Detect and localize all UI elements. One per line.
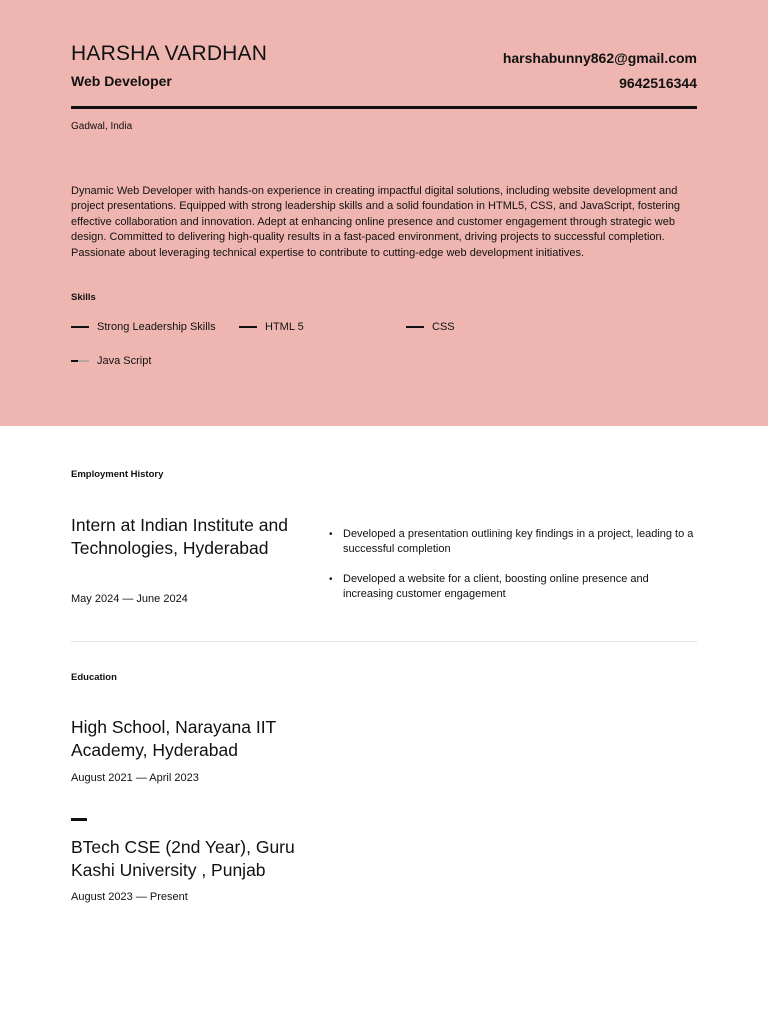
- education-dates: August 2021 — April 2023: [71, 772, 199, 784]
- education-dates: August 2023 — Present: [71, 891, 188, 903]
- education-title: BTech CSE (2nd Year), Guru Kashi University , Punjab: [71, 837, 295, 880]
- header-panel: [0, 0, 768, 426]
- entry-separator: [71, 818, 87, 821]
- job-achievements: [329, 527, 697, 617]
- location: Gadwal, India: [71, 121, 133, 132]
- candidate-name: HARSHA VARDHAN: [71, 42, 268, 65]
- skills-heading: Skills: [71, 292, 96, 303]
- skill-level-bar: [71, 326, 89, 328]
- job-role: Web Developer: [71, 73, 172, 89]
- skill-label: CSS: [432, 321, 455, 333]
- phone-number[interactable]: 9642516344: [619, 75, 697, 91]
- skill-label: HTML 5: [265, 321, 304, 333]
- skill-item: [71, 354, 231, 368]
- skill-item: [71, 320, 231, 334]
- achievement-item: • Developed a website for a client, boosting online presence and increasing customer engagement: [329, 572, 697, 603]
- skill-level-bar: [406, 326, 424, 328]
- achievement-item: • Developed a presentation outlining key findings in a project, leading to a successful completion: [329, 527, 697, 558]
- job-title: Intern at Indian Institute and Technologies, Hyderabad: [71, 515, 288, 558]
- employment-heading: Employment History: [71, 469, 164, 480]
- profile-summary: Dynamic Web Developer with hands-on experience in creating impactful digital solutions, including website development and project presentations. Equipped with strong leadership skills and a solid foundation in HTML5, CSS, and JavaScript, fostering effective collaboration and innovation. Adept at enhancing online presence and customer engagement through strategic web design. Committed to delivering high-quality results in a fast-paced environment, driving projects to successful completion. Passionate about leveraging technical expertise to contribute to cutting-edge web development initiatives.: [71, 185, 681, 259]
- job-dates: May 2024 — June 2024: [71, 593, 188, 605]
- skill-label: Strong Leadership Skills: [97, 321, 216, 333]
- skill-label: Java Script: [97, 355, 152, 367]
- email-address[interactable]: harshabunny862@gmail.com: [502, 50, 697, 66]
- header-divider: [71, 106, 697, 109]
- skill-item: [239, 320, 399, 334]
- education-heading: Education: [71, 672, 117, 683]
- skill-level-bar: [71, 360, 89, 362]
- section-divider: [71, 641, 697, 642]
- skill-item: [406, 320, 566, 334]
- skill-level-bar: [239, 326, 257, 328]
- education-title: High School, Narayana IIT Academy, Hyderabad: [71, 717, 276, 760]
